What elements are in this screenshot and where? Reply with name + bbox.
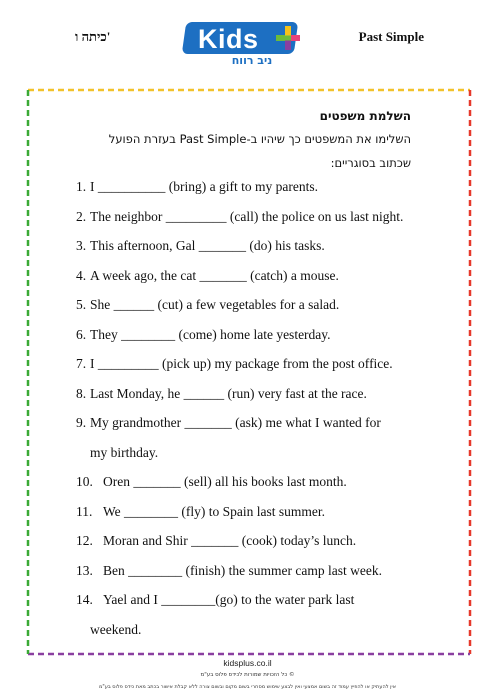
question-text: We ________ (fly) to Spain last summer. <box>103 503 326 519</box>
question-text: She ______ (cut) a few vegetables for a salad. <box>90 297 340 312</box>
plus-icon <box>276 26 300 50</box>
question-text: Oren _______ (sell) all his books last month. <box>103 474 347 489</box>
question-text: This afternoon, Gal _______ (do) his tasks. <box>90 238 325 253</box>
question-number: 2. <box>76 208 87 224</box>
question-item <box>76 472 416 502</box>
question-number: 3. <box>76 238 87 253</box>
question-text: A week ago, the cat _______ (catch) a mouse. <box>90 267 339 283</box>
question-text: My grandmother _______ (ask) me what I wanted for <box>90 415 381 430</box>
question-number: 12. <box>76 533 93 548</box>
question-item <box>76 413 416 443</box>
question-item <box>76 177 416 207</box>
question-number: 7. <box>76 356 87 371</box>
question-text: I _________ (pick up) my package from the post office. <box>90 356 393 371</box>
question-text: I __________ (bring) a gift to my parents. <box>90 179 318 194</box>
question-number: 13. <box>76 562 93 578</box>
question-number: 5. <box>76 297 87 312</box>
question-number: 10. <box>76 474 93 489</box>
question-number: 11. <box>76 503 93 519</box>
question-text: They ________ (come) home late yesterday. <box>90 326 331 342</box>
worksheet-topic: Past Simple <box>358 29 424 44</box>
question-item <box>76 590 416 620</box>
question-item <box>76 561 416 591</box>
question-number: 1. <box>76 179 87 194</box>
question-number: 14. <box>76 592 93 607</box>
exercise-instruction: השלימו את המשפטים כך שיהיו ב-Past Simple בעזרת הפועל שכתוב בסוגריים: <box>108 132 411 170</box>
footer-url: kidsplus.co.il <box>223 658 272 668</box>
question-continuation: weekend. <box>90 621 142 637</box>
question-item <box>76 295 416 325</box>
question-list <box>76 177 416 649</box>
logo-brand-text: Kids <box>198 24 259 54</box>
question-number: 4. <box>76 267 87 283</box>
question-item <box>76 531 416 561</box>
question-text: The neighbor _________ (call) the police on us last night. <box>90 208 404 224</box>
question-text: Ben ________ (finish) the summer camp last week. <box>103 562 382 578</box>
logo-subtitle: ניב רווח <box>231 54 273 67</box>
question-item <box>76 207 416 237</box>
question-text: Last Monday, he ______ (run) very fast at the race. <box>90 385 367 401</box>
question-item <box>76 384 416 414</box>
kids-plus-logo <box>184 22 312 68</box>
question-number: 6. <box>76 326 87 342</box>
grade-label: כיתה ו' <box>75 29 111 44</box>
question-item <box>76 325 416 355</box>
footer-copyright: © כל הזכויות שמורות לכידס פלוס בע"מ <box>200 672 295 678</box>
question-number: 9. <box>76 415 87 430</box>
question-continuation: my birthday. <box>90 444 159 460</box>
exercise-heading: השלמת משפטים <box>319 109 411 123</box>
question-item <box>76 266 416 296</box>
question-text: Yael and I ________(go) to the water park last <box>103 592 355 607</box>
question-item <box>76 236 416 266</box>
footer-legal-notice: אין להעתיק או להפיץ עמוד זה בשום אמצעי ואין לבצע שימוש מסחרי בשום מקום ובשום צורה ללא קבלת אישור בכתב מאת כידס פלוס בע"מ <box>99 684 396 690</box>
question-text: Moran and Shir _______ (cook) today’s lunch. <box>103 533 357 548</box>
question-item <box>76 354 416 384</box>
question-number: 8. <box>76 385 87 401</box>
question-item <box>76 502 416 532</box>
